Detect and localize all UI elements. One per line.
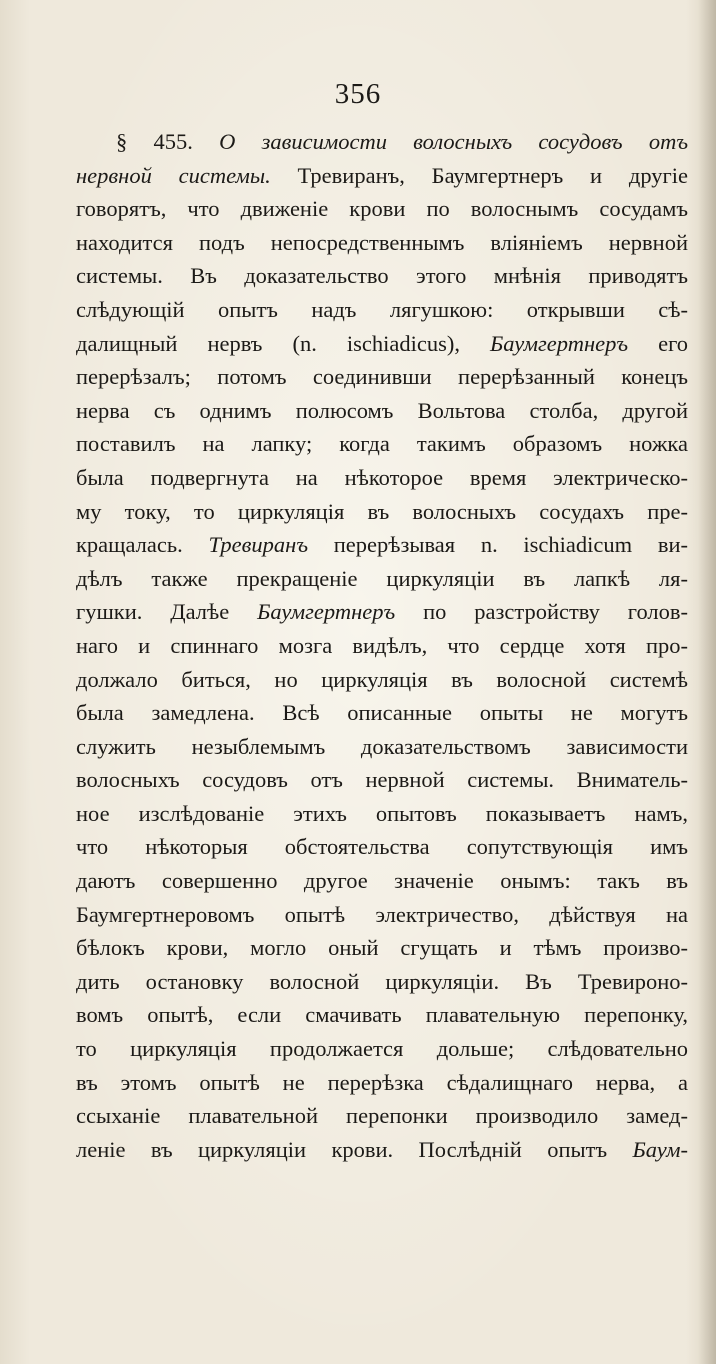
section-heading: О зависимости волосныхъ сосудовъ отъ: [219, 129, 689, 154]
text-line: бѣлокъ крови, могло оный сгущать и тѣмъ произво-: [76, 935, 688, 961]
text-line: въ этомъ опытѣ не перерѣзка сѣдалищнаго нерва, а: [76, 1069, 688, 1095]
text-run: перерѣзывая n. ischiadicum ви-: [333, 532, 688, 558]
text-line: ное изслѣдованіе этихъ опытовъ показываетъ намъ,: [76, 800, 688, 826]
text-line: [76, 1133, 688, 1167]
text-line: волосныхъ сосудовъ отъ нервной системы. Вниматель-: [76, 767, 688, 793]
text-line: ссыханіе плавательной перепонки производило замед-: [76, 1103, 688, 1129]
text-run: Тревиранъ, Баумгертнеръ и другіе: [297, 162, 688, 188]
text-run: кращалась.: [76, 532, 183, 558]
text-line: перерѣзалъ; потомъ соединивши перерѣзанный конецъ: [76, 364, 688, 390]
text-run: далищный нервъ (n. ischiadicus),: [76, 330, 460, 356]
text-line: Баумгертнеровомъ опытѣ электричество, дѣйствуя на: [76, 901, 688, 927]
text-run: гушки. Далѣе: [76, 599, 230, 625]
text-line: [76, 159, 688, 193]
text-line: [76, 327, 688, 361]
text-line: была подвергнута на нѣкоторое время электрическо-: [76, 464, 688, 490]
text-line: даютъ совершенно другое значеніе онымъ: такъ въ: [76, 868, 688, 894]
text-run: его: [658, 330, 688, 356]
text-line: [76, 125, 688, 159]
text-line: му току, то циркуляція въ волосныхъ сосудахъ пре-: [76, 498, 688, 524]
text-line: что нѣкоторыя обстоятельства сопутствующія имъ: [76, 834, 688, 860]
page-number: 356: [334, 78, 382, 110]
author-name: Баум-: [632, 1136, 688, 1162]
text-line: [76, 595, 688, 629]
author-name: Баумгертнеръ: [257, 599, 396, 625]
text-line: говорятъ, что движеніе крови по волоснымъ сосудамъ: [76, 196, 688, 222]
text-line: служить незыблемымъ доказательствомъ зависимости: [76, 733, 688, 759]
text-run: леніе въ циркуляціи крови. Послѣдній опытъ: [76, 1136, 608, 1162]
text-run: по разстройству голов-: [423, 599, 688, 625]
text-line: дить остановку волосной циркуляціи. Въ Тревироно-: [76, 968, 688, 994]
text-line: слѣдующій опытъ надъ лягушкою: открывши сѣ-: [76, 296, 688, 322]
text-line: должало биться, но циркуляція въ волосной системѣ: [76, 666, 688, 692]
author-name: Тревиранъ: [208, 532, 309, 558]
text-line: нерва съ однимъ полюсомъ Вольтова столба, другой: [76, 397, 688, 423]
text-line: поставилъ на лапку; когда такимъ образомъ ножка: [76, 431, 688, 457]
page-edge-shadow: [698, 0, 716, 1364]
text-line: то циркуляція продолжается дольше; слѣдовательно: [76, 1036, 688, 1062]
author-name: Баумгертнеръ: [490, 330, 629, 356]
section-number: § 455.: [116, 129, 193, 154]
text-line: находится подъ непосредственнымъ вліяніемъ нервной: [76, 229, 688, 255]
section-heading-continued: нервной системы.: [76, 162, 271, 188]
text-line: наго и спиннаго мозга видѣлъ, что сердце хотя про-: [76, 632, 688, 658]
text-line: системы. Въ доказательство этого мнѣнія приводятъ: [76, 263, 688, 289]
text-line: [76, 528, 688, 562]
text-line: вомъ опытѣ, если смачивать плавательную перепонку,: [76, 1002, 688, 1028]
text-line: дѣлъ также прекращеніе циркуляціи въ лапкѣ ля-: [76, 565, 688, 591]
section-paragraph: [76, 125, 688, 1166]
text-line: была замедлена. Всѣ описанные опыты не могутъ: [76, 700, 688, 726]
